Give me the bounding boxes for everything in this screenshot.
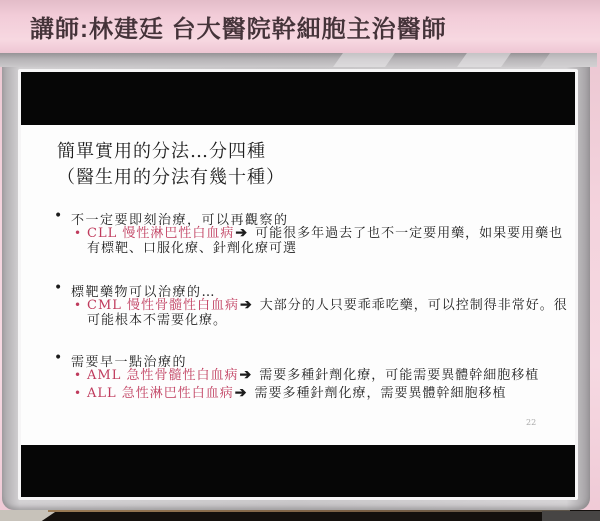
bullet-text: 標靶藥物可以治療的…: [71, 285, 217, 300]
trim-highlight: [539, 53, 597, 67]
player-top-trim: [0, 53, 597, 67]
sub-bullet-item: [74, 367, 569, 383]
desk-band-highlight: [48, 510, 570, 512]
sub-bullet-description: 需要多種針劑化療，需要異體幹細胞移植: [254, 386, 507, 401]
bullet-dot: •: [54, 350, 63, 366]
disease-code-label: CML 慢性骨髓性白血病: [87, 298, 240, 313]
sub-bullet-item: [74, 385, 569, 401]
lecturer-banner: [0, 0, 600, 53]
disease-code-label: ALL 急性淋巴性白血病: [87, 386, 234, 401]
bullet-text: 需要早一點治療的: [71, 355, 188, 370]
slide-title-line1: 簡單實用的分法…分四種: [57, 141, 266, 162]
sub-bullet-item: [74, 225, 569, 256]
sub-bullet-description: 大部分的人只要乖乖吃藥，可以控制得非常好。很可能根本不需要化療。: [87, 298, 568, 328]
video-player-frame: [2, 67, 590, 510]
disease-code-label: CLL 慢性淋巴性白血病: [87, 226, 235, 241]
page-number: 22: [526, 418, 537, 427]
right-arrow-icon: ➔: [239, 367, 252, 383]
bullet-dot: •: [54, 280, 63, 296]
right-arrow-icon: ➔: [234, 385, 247, 401]
slide-title: [57, 139, 285, 191]
disease-code-label: AML 急性骨髓性白血病: [87, 368, 239, 383]
sub-bullet-dot: •: [74, 368, 82, 382]
presentation-slide: [21, 125, 575, 445]
sub-bullet-description: 可能很多年過去了也不一定要用藥，如果要用藥也有標靶、口服化療、針劑化療可選: [87, 226, 564, 256]
desk-shadow-band: [0, 510, 600, 521]
trim-highlight: [456, 53, 513, 67]
video-screen[interactable]: [18, 69, 578, 500]
bullet-text: 不一定要即刻治療，可以再觀察的: [71, 213, 289, 228]
sub-bullet-dot: •: [74, 226, 82, 240]
right-arrow-icon: ➔: [235, 225, 248, 241]
bullet-dot: •: [54, 208, 63, 224]
sub-bullet-dot: •: [74, 386, 82, 400]
slide-title-line2: （醫生用的分法有幾十種）: [57, 167, 285, 188]
right-arrow-icon: ➔: [240, 297, 252, 313]
sub-bullet-item: [74, 297, 569, 328]
sub-bullet-dot: •: [74, 298, 82, 312]
trim-highlight: [332, 53, 397, 67]
desk-band-right-edge: [542, 511, 600, 521]
sub-bullet-description: 需要多種針劑化療，可能需要異體幹細胞移植: [259, 368, 540, 383]
lecturer-title: 講師:林建廷 台大醫院幹細胞主治醫師: [30, 16, 447, 43]
